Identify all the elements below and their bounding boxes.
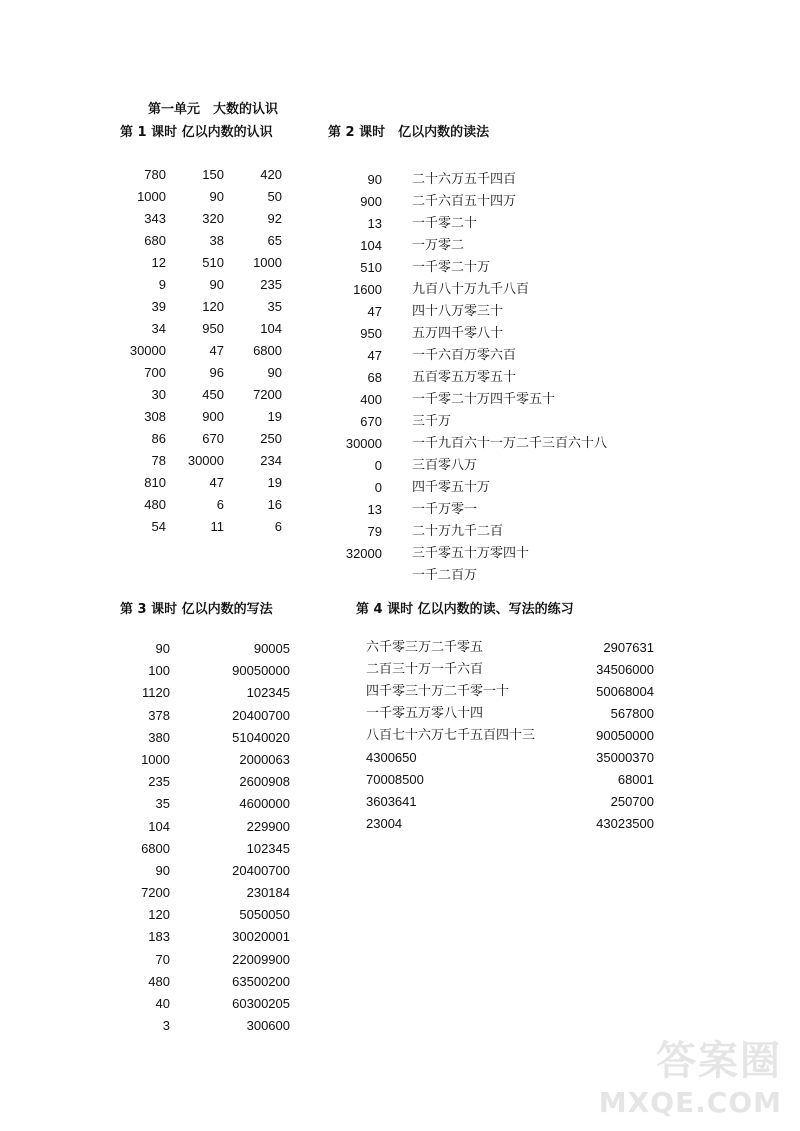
table-row xyxy=(118,882,318,904)
answer-value: 104 xyxy=(148,818,170,834)
table-row xyxy=(118,186,288,208)
table-row xyxy=(118,838,318,860)
answer-value: 1000 xyxy=(137,189,166,204)
answer-number: 30000 xyxy=(345,436,382,451)
answer-number: 0 xyxy=(374,480,382,495)
table-row xyxy=(330,455,660,477)
answer-left: 六千零三万二千零五 xyxy=(366,640,484,655)
table-row xyxy=(118,362,288,384)
answer-right: 567800 xyxy=(610,706,654,721)
answer-number: 0 xyxy=(374,458,382,473)
table-row xyxy=(330,213,660,235)
answer-value: 700 xyxy=(144,365,166,380)
answer-reading: 一千六百万零六百 xyxy=(412,348,517,363)
watermark-logo-text: 答案圈 xyxy=(656,1038,782,1084)
table-row xyxy=(364,703,654,725)
answer-right: 35000370 xyxy=(596,750,654,765)
answer-value: 1000 xyxy=(141,751,170,767)
answer-number: 400 xyxy=(360,392,382,407)
answer-value: 7200 xyxy=(141,885,170,901)
table-row xyxy=(118,450,288,472)
table-row xyxy=(118,993,318,1015)
answer-value: 235 xyxy=(260,277,282,292)
table-row xyxy=(118,252,288,274)
answer-value: 100 xyxy=(148,663,170,679)
table-row xyxy=(330,477,660,499)
answer-number: 32000 xyxy=(345,546,382,561)
table-row xyxy=(118,340,288,362)
table-row xyxy=(330,499,660,521)
answer-reading: 一千零二十 xyxy=(412,216,478,231)
answer-number: 47 xyxy=(367,304,382,319)
answer-value: 38 xyxy=(209,233,224,248)
answer-value: 30 xyxy=(151,387,166,402)
table-row xyxy=(330,191,660,213)
answer-value: 78 xyxy=(151,453,166,468)
table-row xyxy=(118,164,288,186)
answer-value: 70 xyxy=(155,951,170,967)
table-row xyxy=(364,659,654,681)
answer-right: 34506000 xyxy=(596,662,654,677)
answer-value: 22009900 xyxy=(232,951,290,967)
answer-value: 2600908 xyxy=(239,774,290,790)
answer-left: 四千零三十万二千零一十 xyxy=(366,684,510,699)
table-row xyxy=(118,949,318,971)
answer-value: 378 xyxy=(148,707,170,723)
answer-reading: 三百零八万 xyxy=(412,458,478,473)
table-row xyxy=(118,296,288,318)
answer-value: 90050000 xyxy=(232,663,290,679)
answer-value: 54 xyxy=(151,519,166,534)
table-row xyxy=(118,516,288,538)
answer-number: 510 xyxy=(360,260,382,275)
answer-value: 20400700 xyxy=(232,862,290,878)
table-row xyxy=(118,428,288,450)
answer-value: 4600000 xyxy=(239,796,290,812)
answer-value: 40 xyxy=(155,996,170,1011)
answer-reading: 四千零五十万 xyxy=(412,480,491,495)
answer-right: 2907631 xyxy=(603,640,654,655)
answer-value: 250 xyxy=(260,431,282,446)
answer-value: 183 xyxy=(148,929,170,945)
table-row xyxy=(118,638,318,660)
answer-left: 3603641 xyxy=(366,794,417,809)
answer-value: 343 xyxy=(144,211,166,226)
table-row xyxy=(364,747,654,769)
answer-value: 86 xyxy=(151,431,166,446)
answer-right: 250700 xyxy=(610,794,654,809)
answer-number: 47 xyxy=(367,348,382,363)
answer-reading: 一千万零一 xyxy=(412,502,478,517)
answer-value: 35 xyxy=(155,796,170,812)
answer-value: 90 xyxy=(155,641,170,656)
answer-value: 19 xyxy=(267,475,282,490)
answer-reading: 一千零二十万 xyxy=(412,260,491,275)
answer-value: 90 xyxy=(209,189,224,204)
answer-value: 6800 xyxy=(253,343,282,358)
table-row xyxy=(330,345,660,367)
answer-number: 670 xyxy=(360,414,382,429)
answer-number: 13 xyxy=(367,502,382,517)
answer-value: 2000063 xyxy=(239,751,290,767)
answer-number: 900 xyxy=(360,194,382,209)
answer-value: 104 xyxy=(260,321,282,336)
answer-reading: 四十八万零三十 xyxy=(412,304,504,319)
table-row xyxy=(118,749,318,771)
answer-reading: 五万四千零八十 xyxy=(412,326,504,341)
lesson1-answer-grid xyxy=(118,164,288,538)
table-row xyxy=(118,816,318,838)
answer-value: 810 xyxy=(144,475,166,490)
answer-value: 6 xyxy=(216,497,224,512)
table-row xyxy=(118,274,288,296)
answer-reading: 三千万 xyxy=(412,414,452,429)
table-row xyxy=(118,771,318,793)
table-row xyxy=(364,681,654,703)
answer-value: 92 xyxy=(267,211,282,226)
answer-left: 70008500 xyxy=(366,772,424,787)
table-row xyxy=(118,318,288,340)
table-row xyxy=(118,230,288,252)
answer-reading: 一千九百六十一万二千三百六十八 xyxy=(412,436,608,451)
table-row xyxy=(330,521,660,543)
answer-value: 12 xyxy=(151,255,166,270)
answer-value: 90 xyxy=(209,277,224,292)
table-row xyxy=(364,769,654,791)
answer-value: 510 xyxy=(202,255,224,270)
answer-value: 1000 xyxy=(253,255,282,270)
table-row xyxy=(330,279,660,301)
answer-value: 19 xyxy=(267,409,282,424)
answer-value: 60300205 xyxy=(232,996,290,1011)
lesson2-answer-list xyxy=(330,169,660,587)
table-row xyxy=(118,472,288,494)
answer-value: 9 xyxy=(158,277,166,292)
table-row xyxy=(118,727,318,749)
table-row xyxy=(118,660,318,682)
lesson3-answer-list xyxy=(118,638,318,1037)
answer-reading: 二十万九千二百 xyxy=(412,524,504,539)
answer-value: 900 xyxy=(202,409,224,424)
answer-reading: 一千二百万 xyxy=(412,568,478,583)
answer-value: 47 xyxy=(209,475,224,490)
table-row xyxy=(330,257,660,279)
lesson1-title: 第 1 课时 亿以内数的认识 xyxy=(120,125,273,140)
answer-number: 950 xyxy=(360,326,382,341)
table-row xyxy=(118,705,318,727)
answer-value: 450 xyxy=(202,387,224,402)
answer-value: 420 xyxy=(260,167,282,182)
answer-reading: 二十六万五千四百 xyxy=(412,172,517,187)
answer-value: 230184 xyxy=(246,885,290,901)
answer-reading: 五百零五万零五十 xyxy=(412,370,517,385)
answer-value: 670 xyxy=(202,431,224,446)
answer-value: 320 xyxy=(202,211,224,226)
answer-value: 480 xyxy=(148,973,170,989)
answer-reading: 二千六百五十四万 xyxy=(412,194,517,209)
answer-value: 120 xyxy=(202,299,224,314)
answer-value: 90005 xyxy=(253,641,290,656)
answer-number: 104 xyxy=(360,238,382,253)
answer-value: 480 xyxy=(144,497,166,512)
answer-reading: 三千零五十万零四十 xyxy=(412,546,530,561)
answer-value: 950 xyxy=(202,321,224,336)
answer-value: 780 xyxy=(144,167,166,182)
answer-value: 30000 xyxy=(187,453,224,468)
answer-value: 30000 xyxy=(129,343,166,358)
answer-value: 102345 xyxy=(246,685,290,701)
answer-number: 90 xyxy=(367,172,382,187)
lesson3-title: 第 3 课时 亿以内数的写法 xyxy=(120,602,273,617)
answer-right: 43023500 xyxy=(596,816,654,831)
table-row xyxy=(364,725,654,747)
table-row xyxy=(330,543,660,565)
answer-value: 7200 xyxy=(253,387,282,402)
answer-value: 6 xyxy=(274,519,282,534)
table-row xyxy=(364,813,654,835)
table-row xyxy=(364,637,654,659)
answer-value: 308 xyxy=(144,409,166,424)
table-row xyxy=(330,565,660,587)
answer-value: 6800 xyxy=(141,840,170,856)
answer-left: 23004 xyxy=(366,816,403,831)
answer-number: 79 xyxy=(367,524,382,539)
answer-value: 63500200 xyxy=(232,973,290,989)
table-row xyxy=(330,389,660,411)
table-row xyxy=(330,301,660,323)
table-row xyxy=(118,860,318,882)
table-row xyxy=(330,411,660,433)
answer-value: 47 xyxy=(209,343,224,358)
answer-value: 34 xyxy=(151,321,166,336)
answer-left: 二百三十万一千六百 xyxy=(366,662,484,677)
answer-reading: 九百八十万九千八百 xyxy=(412,282,530,297)
answer-value: 120 xyxy=(148,907,170,923)
answer-value: 235 xyxy=(148,774,170,790)
table-row xyxy=(118,926,318,948)
answer-value: 3 xyxy=(162,1018,170,1034)
answer-number: 1600 xyxy=(353,282,382,297)
table-row xyxy=(118,406,288,428)
answer-right: 50068004 xyxy=(596,684,654,699)
answer-value: 20400700 xyxy=(232,707,290,723)
unit-title: 第一单元 大数的认识 xyxy=(148,102,279,117)
answer-value: 65 xyxy=(267,233,282,248)
answer-value: 1120 xyxy=(142,685,170,701)
answer-left: 4300650 xyxy=(366,750,417,765)
answer-left: 一千零五万零八十四 xyxy=(366,706,484,721)
lesson4-answer-list xyxy=(364,637,654,835)
table-row xyxy=(330,235,660,257)
table-row xyxy=(118,904,318,926)
answer-value: 5050050 xyxy=(239,907,290,923)
table-row xyxy=(330,169,660,191)
table-row xyxy=(118,384,288,406)
answer-value: 680 xyxy=(144,233,166,248)
answer-left: 八百七十六万七千五百四十三 xyxy=(366,728,536,743)
table-row xyxy=(330,323,660,345)
answer-value: 380 xyxy=(148,729,170,745)
answer-value: 234 xyxy=(260,453,282,468)
answer-value: 90 xyxy=(267,365,282,380)
answer-value: 102345 xyxy=(246,840,290,856)
table-row xyxy=(364,791,654,813)
table-row xyxy=(118,1015,318,1037)
answer-value: 90 xyxy=(155,862,170,878)
lesson4-title: 第 4 课时 亿以内数的读、写法的练习 xyxy=(356,602,574,617)
answer-value: 11 xyxy=(210,519,224,534)
lesson2-title: 第 2 课时 亿以内数的读法 xyxy=(328,125,490,140)
answer-right: 90050000 xyxy=(596,728,654,743)
answer-value: 229900 xyxy=(246,818,290,834)
answer-value: 300600 xyxy=(246,1018,290,1034)
watermark-logo-url: MXQE.COM xyxy=(598,1086,782,1119)
table-row xyxy=(118,208,288,230)
table-row xyxy=(118,494,288,516)
table-row xyxy=(118,682,318,704)
answer-value: 35 xyxy=(267,299,282,314)
answer-reading: 一千零二十万四千零五十 xyxy=(412,392,556,407)
answer-value: 51040020 xyxy=(232,729,290,745)
answer-reading: 一万零二 xyxy=(412,238,465,253)
answer-value: 30020001 xyxy=(232,929,290,945)
watermark-logo xyxy=(586,1029,786,1119)
answer-value: 39 xyxy=(151,299,166,314)
table-row xyxy=(118,971,318,993)
table-row xyxy=(118,793,318,815)
answer-right: 68001 xyxy=(617,772,654,787)
answer-value: 150 xyxy=(202,167,224,182)
answer-number: 68 xyxy=(367,370,382,385)
answer-value: 16 xyxy=(267,497,282,512)
table-row xyxy=(330,367,660,389)
answer-number: 13 xyxy=(367,216,382,231)
table-row xyxy=(330,433,660,455)
answer-value: 96 xyxy=(209,365,224,380)
answer-value: 50 xyxy=(267,189,282,204)
